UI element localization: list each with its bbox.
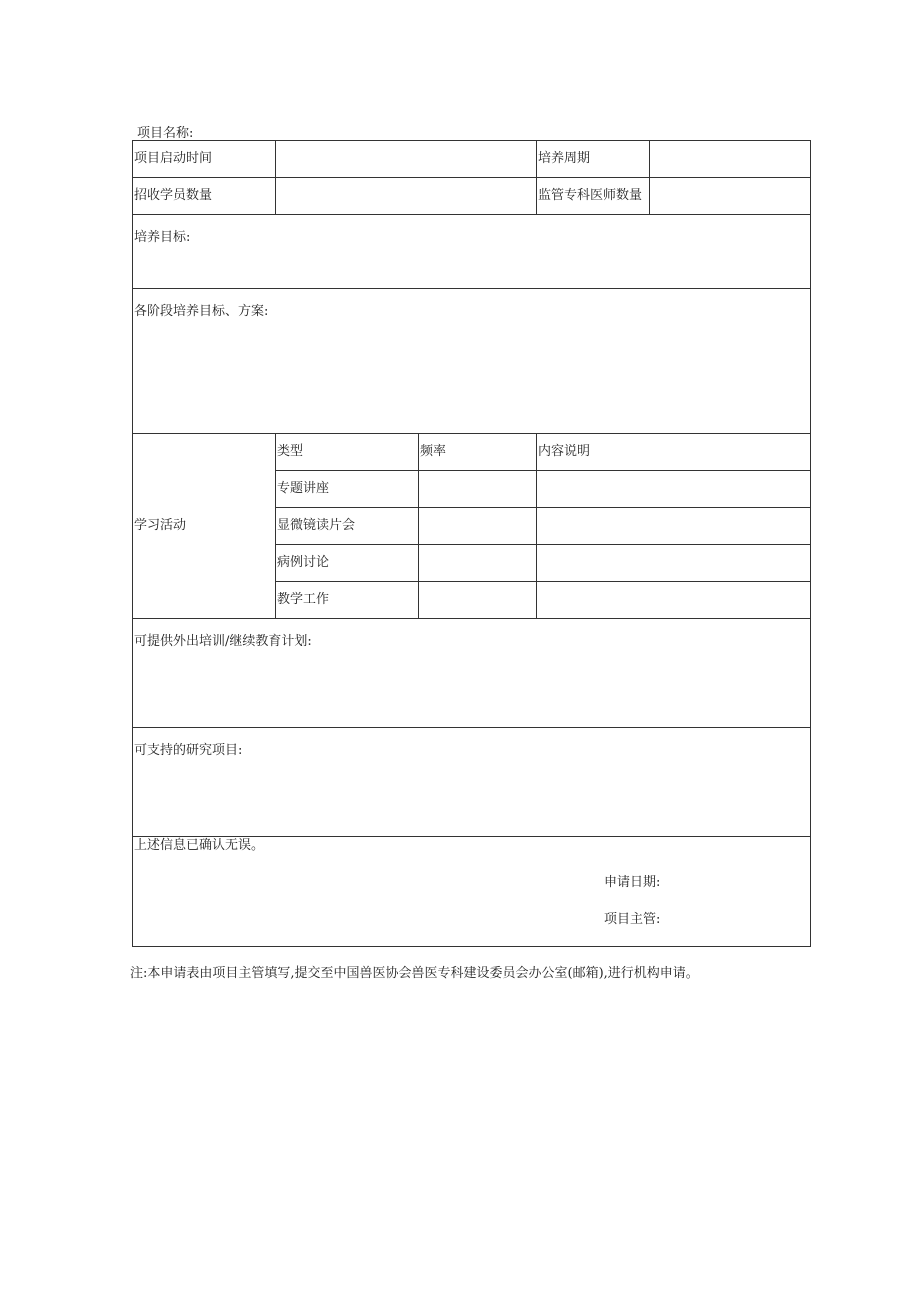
supervising-vets-label: 监管专科医师数量 xyxy=(537,178,650,215)
training-goal-label: 培养目标: xyxy=(134,230,191,245)
activity-description-field[interactable] xyxy=(537,582,811,619)
activity-type: 显微镜读片会 xyxy=(276,508,419,545)
stage-goals-field[interactable] xyxy=(133,289,811,434)
activity-description-field[interactable] xyxy=(537,545,811,582)
activity-type: 教学工作 xyxy=(276,582,419,619)
activity-frequency-field[interactable] xyxy=(419,508,537,545)
activity-frequency-field[interactable] xyxy=(419,545,537,582)
start-time-label: 项目启动时间 xyxy=(133,141,276,178)
activity-type: 专题讲座 xyxy=(276,471,419,508)
external-training-label: 可提供外出培训/继续教育计划: xyxy=(134,634,312,649)
activity-description-header: 内容说明 xyxy=(537,434,811,471)
activity-frequency-field[interactable] xyxy=(419,582,537,619)
supervising-vets-field[interactable] xyxy=(650,178,811,215)
research-row xyxy=(133,728,811,837)
research-label: 可支持的研究项目: xyxy=(134,743,243,758)
activity-type-header: 类型 xyxy=(276,434,419,471)
external-training-field[interactable] xyxy=(133,619,811,728)
learning-activities-label: 学习活动 xyxy=(133,434,276,619)
activity-frequency-field[interactable] xyxy=(419,471,537,508)
training-goal-row xyxy=(133,215,811,289)
activity-frequency-header: 频率 xyxy=(419,434,537,471)
activities-header-row xyxy=(133,434,811,471)
training-goal-field[interactable] xyxy=(133,215,811,289)
activity-description-field[interactable] xyxy=(537,508,811,545)
start-time-field[interactable] xyxy=(276,141,537,178)
footer-note: 注:本申请表由项目主管填写,提交至中国兽医协会兽医专科建设委员会办公室(邮箱),进行机构申请。 xyxy=(130,966,699,981)
activity-description-field[interactable] xyxy=(537,471,811,508)
training-period-label: 培养周期 xyxy=(537,141,650,178)
training-period-field[interactable] xyxy=(650,141,811,178)
external-training-row xyxy=(133,619,811,728)
start-time-row xyxy=(133,141,811,178)
stage-goals-row xyxy=(133,289,811,434)
confirmation-cell xyxy=(133,837,811,947)
project-supervisor-label: 项目主管: xyxy=(604,912,661,927)
activity-type: 病例讨论 xyxy=(276,545,419,582)
project-name-label: 项目名称: xyxy=(137,126,194,141)
trainee-count-field[interactable] xyxy=(276,178,537,215)
confirmation-row xyxy=(133,837,811,947)
stage-goals-label: 各阶段培养目标、方案: xyxy=(134,304,269,319)
application-date-label: 申请日期: xyxy=(604,875,661,890)
application-form-table xyxy=(132,140,811,947)
research-field[interactable] xyxy=(133,728,811,837)
trainee-count-label: 招收学员数量 xyxy=(133,178,276,215)
confirmation-statement: 上述信息已确认无误。 xyxy=(134,838,265,853)
trainee-count-row xyxy=(133,178,811,215)
